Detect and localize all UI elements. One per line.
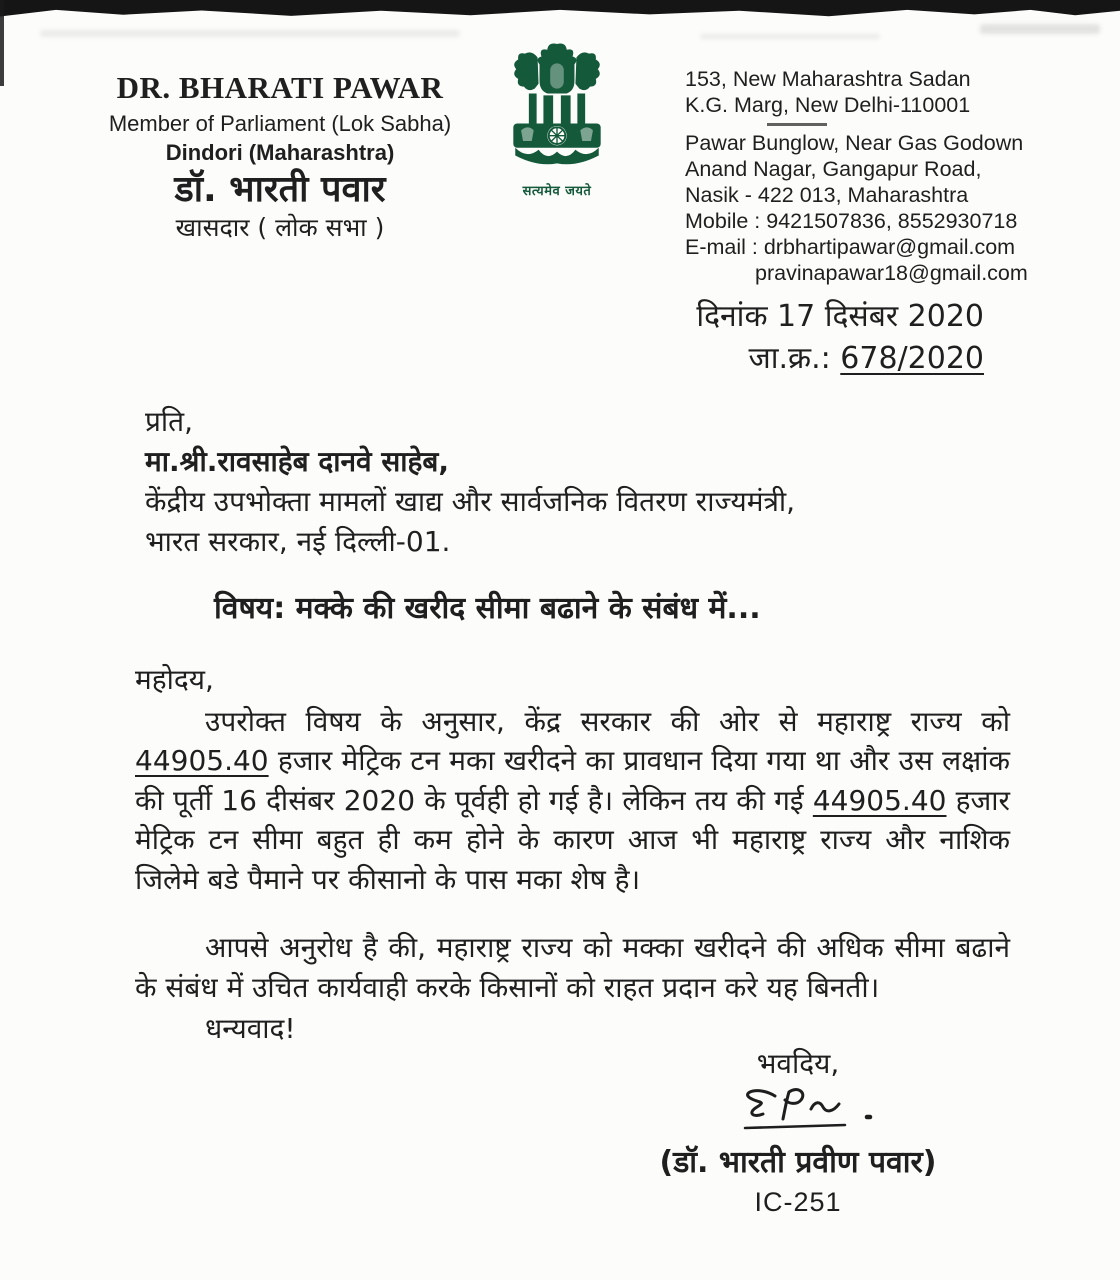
sender-role-english: Member of Parliament (Lok Sabha) (108, 110, 452, 136)
para1-quantity-1: 44905.40 (135, 744, 269, 777)
nasik-address-line3: Nasik - 422 013, Maharashtra (685, 183, 969, 207)
scan-smudge (700, 34, 880, 39)
subject-line: विषय: मक्के की खरीद सीमा बढाने के संबंध में... (214, 591, 761, 626)
body-salutation: महोदय, (135, 663, 214, 696)
emblem-motto: सत्यमेव जयते (522, 184, 592, 199)
recipient-designation: केंद्रीय उपभोक्ता मामलों खाद्य और सार्वजनिक वितरण राज्यमंत्री, (145, 485, 796, 518)
scan-smudge (40, 30, 460, 37)
divider-dash (767, 123, 827, 126)
signer-code: IC-251 (754, 1187, 842, 1217)
body-paragraph-1 (135, 702, 1010, 900)
nasik-address-line1: Pawar Bunglow, Near Gas Godown (685, 131, 1024, 155)
scan-artifact-top-band (0, 0, 1120, 18)
body-thanks: धन्यवाद! (205, 1012, 296, 1045)
nasik-address-line2: Anand Nagar, Gangapur Road, (685, 157, 982, 181)
handwritten-signature (676, 1084, 948, 1140)
para1-text: उपरोक्त विषय के अनुसार, केंद्र सरकार की ओर से महाराष्ट्र राज्य को (205, 704, 1010, 738)
recipient-to-label: प्रति, (145, 405, 194, 438)
mobile-line: Mobile : 9421507836, 8552930718 (685, 209, 1018, 233)
closing-regards: भवदिय, (756, 1047, 840, 1080)
recipient-name: मा.श्री.रावसाहेब दानवे साहेब, (145, 445, 450, 478)
delhi-address-line2: K.G. Marg, New Delhi-110001 (685, 93, 971, 117)
ashoka-lion-capital-icon (508, 42, 606, 174)
letterhead-contact-block (685, 66, 1055, 286)
outward-number-label: जा.क्र.: (748, 341, 841, 376)
para1-text: हजार मेट्रिक टन सीमा बहुत ही कम होने के कारण आज भी महाराष्ट्र राज्य और नाशिक जिलेमे बडे पैमाने पर कीसानो के पास मका शेष है। (135, 783, 1011, 896)
para1-quantity-2: 44905.40 (812, 783, 947, 817)
signature-icon (725, 1084, 900, 1136)
recipient-block (145, 402, 1095, 562)
letter-date: दिनांक 17 दिसंबर 2020 (696, 299, 984, 334)
reference-block (696, 296, 984, 380)
signer-name: (डॉ. भारती प्रवीण पवार) (659, 1145, 937, 1180)
sender-role-hindi: खासदार ( लोक सभा ) (175, 212, 385, 242)
sender-constituency: Dindori (Maharashtra) (165, 139, 395, 165)
sender-name-hindi: डॉ. भारती पवार (174, 169, 386, 211)
email-line1: E-mail : drbhartipawar@gmail.com (685, 235, 1016, 259)
recipient-address: भारत सरकार, नई दिल्ली-01. (145, 525, 451, 558)
sender-name-english: DR. BHARATI PAWAR (116, 70, 444, 105)
emblem-of-india (502, 42, 612, 199)
outward-number-line (696, 338, 984, 380)
para1-text: हजार मेट्रिक टन मका खरीदने का प्रावधान दिया गया था और उस लक्षांक की पूर्ती 16 दीसंबर 2020 के पूर्वही हो गई है। लेकिन तय की गई (135, 744, 1010, 817)
letter-body (135, 660, 1010, 1049)
letterhead-sender-block (96, 70, 464, 242)
delhi-address-line1: 153, New Maharashtra Sadan (685, 67, 971, 91)
outward-number-value: 678/2020 (840, 341, 984, 376)
scan-artifact-left-edge (0, 0, 4, 86)
email-line2: pravinapawar18@gmail.com (755, 261, 1028, 285)
scan-smudge (980, 24, 1100, 34)
closing-block (648, 1044, 948, 1218)
body-paragraph-2: आपसे अनुरोध है की, महाराष्ट्र राज्य को मक्का खरीदने की अधिक सीमा बढाने के संबंध में उचित कार्यवाही करके किसानों को राहत प्रदान करे यह बिनती। (135, 931, 1010, 1004)
